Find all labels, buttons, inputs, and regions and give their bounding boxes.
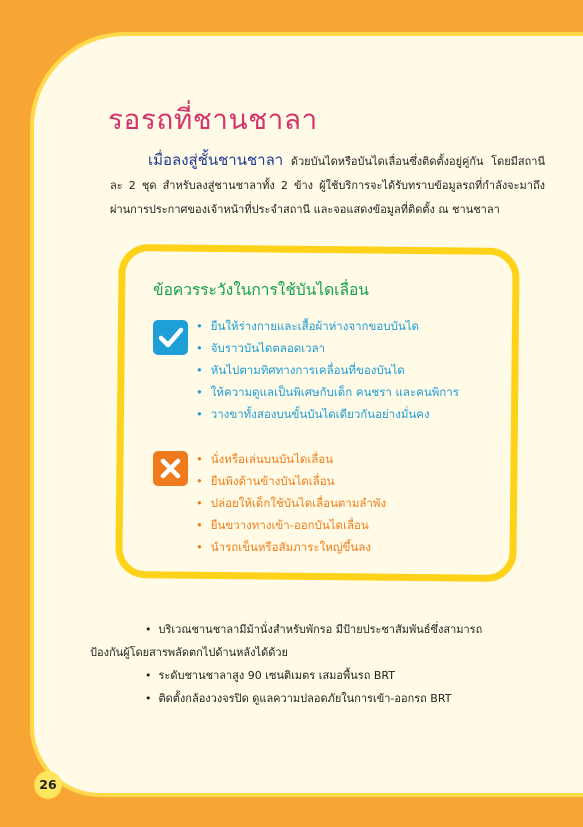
- note-item: • ติดตั้งกล้องวงจรปิด ดูแลความปลอดภัยในการเข้า-ออกรถ BRT: [90, 687, 548, 710]
- dont-list: [196, 448, 386, 558]
- do-item: • จับราวบันไดตลอดเวลา: [196, 337, 459, 359]
- note-item: • ระดับชานชาลาสูง 90 เซนติเมตร เสมอพื้นรถ BRT: [90, 664, 548, 687]
- dont-item: • ยืนพิงด้านข้างบันไดเลื่อน: [196, 470, 386, 492]
- intro-body: ด้วยบันไดหรือบันไดเลื่อนซึ่งติดตั้งอยู่คู่กัน โดยมีสถานีละ 2 ชุด สำหรับลงสู่ชานชาลาทั้ง 2 ข้าง ผู้ใช้บริการจะได้รับทราบข้อมูลรถที่กำลังจะมาถึงผ่านการประกาศของเจ้าหน้าที่ประจำสถานี และจอแสดงข้อมูลที่ติดตั้ง ณ ชานชาลา: [110, 155, 545, 216]
- dont-item: • นั่งหรือเล่นบนบันไดเลื่อน: [196, 448, 386, 470]
- dont-item: • ยืนขวางทางเข้า-ออกบันไดเลื่อน: [196, 514, 386, 536]
- cross-icon: [153, 451, 188, 486]
- notes-section: [90, 618, 548, 710]
- dont-item: • นำรถเข็นหรือสัมภาระใหญ่ขึ้นลง: [196, 536, 386, 558]
- do-item: • หันไปตามทิศทางการเคลื่อนที่ของบันได: [196, 359, 459, 381]
- page-title: รอรถที่ชานชาลา: [108, 103, 318, 136]
- dont-item: • ปล่อยให้เด็กใช้บันไดเลื่อนตามลำพัง: [196, 492, 386, 514]
- tips-title: ข้อควรระวังในการใช้บันไดเลื่อน: [153, 281, 369, 299]
- do-item: • วางขาทั้งสองบนขั้นบันไดเดียวกันอย่างมั่นคง: [196, 403, 459, 425]
- note-item-continued: ป้องกันผู้โดยสารพลัดตกไปด้านหลังได้ด้วย: [90, 646, 288, 659]
- do-item: • ให้ความดูแลเป็นพิเศษกับเด็ก คนชรา และคนพิการ: [196, 381, 459, 403]
- page-number: 26: [34, 771, 62, 799]
- do-list: [196, 315, 459, 425]
- check-icon: [153, 320, 188, 355]
- intro-lead: เมื่อลงสู่ชั้นชานชาลา: [148, 151, 284, 169]
- intro-paragraph: [110, 148, 545, 222]
- do-item: • ยืนให้ร่างกายและเสื้อผ้าห่างจากขอบบันได: [196, 315, 459, 337]
- note-item: • บริเวณชานชาลามีม้านั่งสำหรับพักรอ มีป้ายประชาสัมพันธ์ซึ่งสามารถ: [90, 618, 548, 641]
